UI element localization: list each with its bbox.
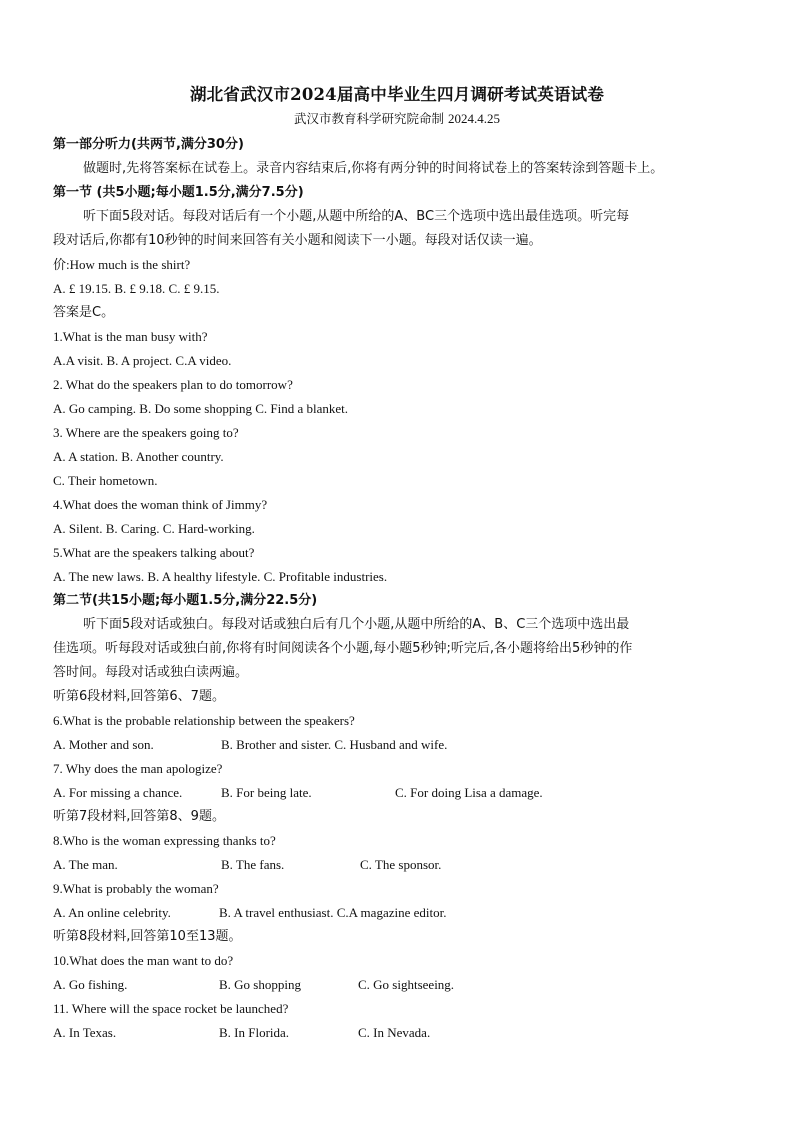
issuer: 武汉市教育科学研究院命制 (294, 111, 445, 126)
question-10-options (53, 973, 753, 997)
exam-date: 2024.4.25 (448, 111, 500, 126)
example-answer: 答案是C。 (53, 305, 115, 320)
question-9-options (53, 901, 753, 925)
section1-heading: 第一节 (共5小题;每小题1.5分,满分7.5分) (53, 185, 304, 200)
question-10: 10.What does the man want to do? (53, 953, 234, 968)
group-8-heading: 听第8段材料,回答第10至13题。 (53, 929, 242, 944)
option-a: A. An online celebrity. (53, 905, 171, 920)
option-a: A. Go fishing. (53, 977, 128, 992)
example-question: 价:How much is the shirt? (53, 257, 191, 272)
example-options: A. £ 19.15. B. £ 9.18. C. £ 9.15. (53, 281, 220, 296)
section2-heading: 第二节(共15小题;每小题1.5分,满分22.5分) (53, 593, 318, 608)
question-9: 9.What is probably the woman? (53, 881, 219, 896)
question-5-options: A. The new laws. B. A healthy lifestyle. C. Profitable industries. (53, 569, 388, 584)
question-6-options (53, 733, 753, 757)
question-1-options: A.A visit. B. A project. C.A video. (53, 353, 232, 368)
option-a: A. For missing a chance. (53, 785, 183, 800)
option-b: B. A travel enthusiast. (219, 905, 334, 920)
option-b: B. In Florida. (219, 1025, 290, 1040)
option-c: C. The sponsor. (360, 857, 442, 872)
question-3: 3. Where are the speakers going to? (53, 425, 239, 440)
group-6-heading: 听第6段材料,回答第6、7题。 (53, 689, 225, 704)
option-c: C.A magazine editor. (336, 905, 447, 920)
section1-instruction-1: 听下面5段对话。每段对话后有一个小题,从题中所给的A、BC三个选项中选出最佳选项。听完每 (83, 209, 630, 224)
question-11-options (53, 1021, 753, 1045)
option-a: A. Mother and son. (53, 737, 154, 752)
question-2-options: A. Go camping. B. Do some shopping C. Find a blanket. (53, 401, 349, 416)
question-5: 5.What are the speakers talking about? (53, 545, 255, 560)
option-a: A. In Texas. (53, 1025, 117, 1040)
option-b: B. Brother and sister. (221, 737, 332, 752)
exam-subtitle (0, 110, 794, 128)
question-4: 4.What does the woman think of Jimmy? (53, 497, 268, 512)
exam-title: 湖北省武汉市2024届高中毕业生四月调研考试英语试卷 (189, 85, 605, 104)
option-b: B. The fans. (221, 857, 285, 872)
question-11: 11. Where will the space rocket be launched? (53, 1001, 289, 1016)
group-7-heading: 听第7段材料,回答第8、9题。 (53, 809, 225, 824)
question-3-options-cont: C. Their hometown. (53, 473, 158, 488)
exam-content (53, 133, 753, 1045)
option-c: C. In Nevada. (358, 1025, 431, 1040)
section2-instruction-2: 佳选项。听每段对话或独白前,你将有时间阅读各个小题,每小题5秒钟;听完后,各小题将给出5秒钟的作 (53, 641, 633, 656)
option-c: C. For doing Lisa a damage. (395, 785, 543, 800)
part1-heading: 第一部分听力(共两节,满分30分) (53, 137, 244, 152)
question-7: 7. Why does the man apologize? (53, 761, 223, 776)
section2-instruction-1: 听下面5段对话或独白。每段对话或独白后有几个小题,从题中所给的A、B、C三个选项中选出最 (83, 617, 630, 632)
question-1: 1.What is the man busy with? (53, 329, 208, 344)
question-2: 2. What do the speakers plan to do tomorrow? (53, 377, 293, 392)
option-c: C. Go sightseeing. (358, 977, 455, 992)
question-3-options: A. A station. B. Another country. (53, 449, 224, 464)
question-8-options (53, 853, 753, 877)
question-7-options (53, 781, 753, 805)
section1-instruction-2: 段对话后,你都有10秒钟的时间来回答有关小题和阅读下一小题。每段对话仅读一遍。 (53, 233, 542, 248)
option-b: B. Go shopping (219, 977, 301, 992)
option-a: A. The man. (53, 857, 118, 872)
question-6: 6.What is the probable relationship between the speakers? (53, 713, 355, 728)
question-8: 8.Who is the woman expressing thanks to? (53, 833, 276, 848)
part1-instruction: 做题时,先将答案标在试卷上。录音内容结束后,你将有两分钟的时间将试卷上的答案转涂到答题卡上。 (83, 161, 664, 176)
option-b: B. For being late. (221, 785, 312, 800)
question-4-options: A. Silent. B. Caring. C. Hard-working. (53, 521, 255, 536)
section2-instruction-3: 答时间。每段对话或独白读两遍。 (53, 665, 249, 680)
option-c: C. Husband and wife. (334, 737, 448, 752)
